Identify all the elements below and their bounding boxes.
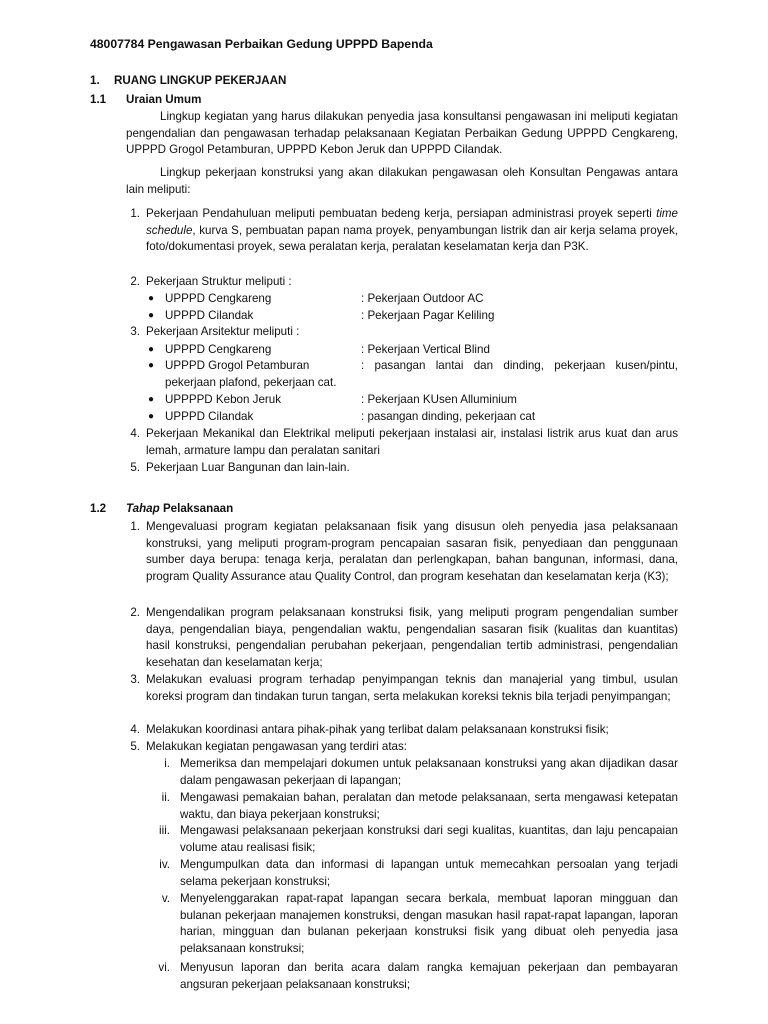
sublist-item-number: iv. xyxy=(159,858,170,871)
subsection-1-1-number: 1.1 xyxy=(90,93,107,106)
emphasis-text: time schedule xyxy=(146,207,678,237)
list-item-text: Pekerjaan Mekanikal dan Elektrikal meliputi pekerjaan instalasi air, instalasi listrik arus kuat dan arus lemah, armature lampu dan peralatan sanitari xyxy=(146,427,678,457)
intro-paragraph: Lingkup kegiatan yang harus dilakukan penyedia jasa konsultansi pengawasan ini meliputi kegiatan pengendalian dan pengawasan terhadap pelaksanaan Kegiatan Perbaikan Gedung UPPPD Cengkareng, UPPPD Grogol Petamburan, UPPPD Kebon Jeruk dan UPPPD Cilandak. xyxy=(126,110,678,157)
work-description-continued: pekerjaan plafond, pekerjaan cat. xyxy=(165,376,337,389)
list-item-number: 1. xyxy=(130,520,140,533)
work-description: : pasangan dinding, pekerjaan cat xyxy=(361,410,536,423)
list-item-number: 4. xyxy=(130,723,140,736)
bullet-icon: ● xyxy=(148,293,155,304)
scope-paragraph: Lingkup pekerjaan konstruksi yang akan dilakukan pengawasan oleh Konsultan Pengawas antara lain meliputi: xyxy=(126,166,678,196)
list-item-number: 1. xyxy=(130,207,140,220)
list-item-text: Mengendalikan program pelaksanaan konstruksi fisik, yang meliputi program pengendalian sumber daya, pengendalian biaya, pengendalian waktu, pengendalian sasaran fisik (kualitas dan kuantitas) hasil konstruksi, pengendalian perubahan pekerjaan, pengendalian tertib administrasi, pengendalian kesehatan dan keselamatan kerja; xyxy=(146,606,678,669)
list-item-number: 4. xyxy=(130,427,140,440)
list-item-text: Melakukan evaluasi program terhadap penyimpangan teknis dan manajerial yang timbul, usulan koreksi program dan tindakan turun tangan, serta melakukan koreksi teknis bila terjadi penyimpangan; xyxy=(146,673,678,703)
list-item-text: Pekerjaan Luar Bangunan dan lain-lain. xyxy=(146,461,350,474)
list-item-number: 2. xyxy=(130,275,140,288)
bullet-icon: ● xyxy=(148,360,155,371)
work-description: : Pekerjaan Vertical Blind xyxy=(361,343,490,356)
document-header-title: 48007784 Pengawasan Perbaikan Gedung UPPPD Bapenda xyxy=(90,37,433,51)
sublist-item-number: v. xyxy=(161,892,170,905)
work-description: : Pekerjaan Outdoor AC xyxy=(361,292,484,305)
sublist-item-text: Memeriksa dan mempelajari dokumen untuk pelaksanaan konstruksi yang akan dijadikan dasar dalam pengawasan pekerjaan di lapangan; xyxy=(180,757,678,787)
list-item-text: Pekerjaan Arsitektur meliputi : xyxy=(146,325,300,338)
list-item-number: 5. xyxy=(130,740,140,753)
sublist-item-number: vi. xyxy=(158,961,170,974)
location-label: UPPPD Cengkareng xyxy=(165,292,272,305)
subsection-title-rest: Pelaksanaan xyxy=(159,502,234,515)
sublist-item-number: i. xyxy=(164,757,170,770)
location-label: UPPPPD Kebon Jeruk xyxy=(165,393,281,406)
list-item-text: , kurva S, pembuatan papan nama proyek, penyambungan listrik dan air kerja selama proyek, foto/dokumentasi proyek, sewa peralatan kerja, peralatan keselamatan kerja dan P3K. xyxy=(146,223,678,254)
work-description: : pasangan lantai dan dinding, pekerjaan kusen/pintu, xyxy=(361,359,678,372)
sublist-item-text: Mengawasi pelaksanaan pekerjaan konstruksi dari segi kualitas, kuantitas, dan laju pencapaian volume atau realisasi fisik; xyxy=(180,824,678,854)
sublist-item-text: Mengumpulkan data dan informasi di lapangan untuk memecahkan persoalan yang terjadi selama pekerjaan konstruksi; xyxy=(180,858,678,888)
sublist-item-text: Menyusun laporan dan berita acara dalam rangka kemajuan pekerjaan dan pembayaran angsuran pekerjaan pelaksanaan konstruksi; xyxy=(180,961,678,991)
sublist-item-text: Mengawasi pemakaian bahan, peralatan dan metode pelaksanaan, serta mengawasi ketepatan waktu, dan biaya pekerjaan konstruksi; xyxy=(180,791,678,821)
sublist-item-text: Menyelenggarakan rapat-rapat lapangan secara berkala, membuat laporan mingguan dan bulanan pekerjaan manajemen konstruksi, dengan masukan hasil rapat-rapat lapangan, laporan harian, mingguan dan bulanan pekerjaan konstruksi fisik yang dibuat oleh penyedia jasa pelaksanaan konstruksi; xyxy=(180,892,678,955)
bullet-icon: ● xyxy=(148,411,155,422)
list-item-number: 5. xyxy=(130,461,140,474)
list-item-text: Pekerjaan Struktur meliputi : xyxy=(146,275,292,288)
sublist-item-number: iii. xyxy=(159,824,170,837)
subsection-title-emphasis: Tahap xyxy=(126,502,160,515)
location-label: UPPPD Cilandak xyxy=(165,309,254,322)
list-item-number: 3. xyxy=(130,325,140,338)
work-description: : Pekerjaan KUsen Alluminium xyxy=(361,393,517,406)
subsection-1-2-number: 1.2 xyxy=(90,502,107,515)
location-label: UPPPD Grogol Petamburan xyxy=(165,359,310,372)
work-description: : Pekerjaan Pagar Keliling xyxy=(361,309,495,322)
list-item-text: Melakukan kegiatan pengawasan yang terdiri atas: xyxy=(146,740,408,753)
list-item-text: Pekerjaan Pendahuluan meliputi pembuatan bedeng kerja, persiapan administrasi proyek seperti xyxy=(146,207,657,220)
location-label: UPPPD Cengkareng xyxy=(165,343,272,356)
list-item-text: Melakukan koordinasi antara pihak-pihak yang terlibat dalam pelaksanaan konstruksi fisik; xyxy=(146,723,609,736)
bullet-icon: ● xyxy=(148,344,155,355)
location-label: UPPPD Cilandak xyxy=(165,410,254,423)
section-1-title: RUANG LINGKUP PEKERJAAN xyxy=(114,74,287,87)
list-item-number: 3. xyxy=(130,673,140,686)
bullet-icon: ● xyxy=(148,310,155,321)
list-item xyxy=(146,206,678,256)
bullet-icon: ● xyxy=(148,394,155,405)
subsection-1-2-title xyxy=(126,501,233,518)
section-1-number: 1. xyxy=(90,74,100,87)
subsection-1-1-title: Uraian Umum xyxy=(126,93,202,106)
list-item-text: Mengevaluasi program kegiatan pelaksanaan fisik yang disusun oleh penyedia jasa pelaksanaan konstruksi, yang meliputi program-program pencapaian sasaran fisik, penyediaan dan penggunaan sumber daya berupa: tenaga kerja, peralatan dan perlengkapan, bahan bangunan, informasi, dana, program Quality Assurance atau Quality Control, dan program kesehatan dan keselamatan kerja (K3); xyxy=(146,520,678,583)
sublist-item-number: ii. xyxy=(161,791,170,804)
list-item-number: 2. xyxy=(130,606,140,619)
